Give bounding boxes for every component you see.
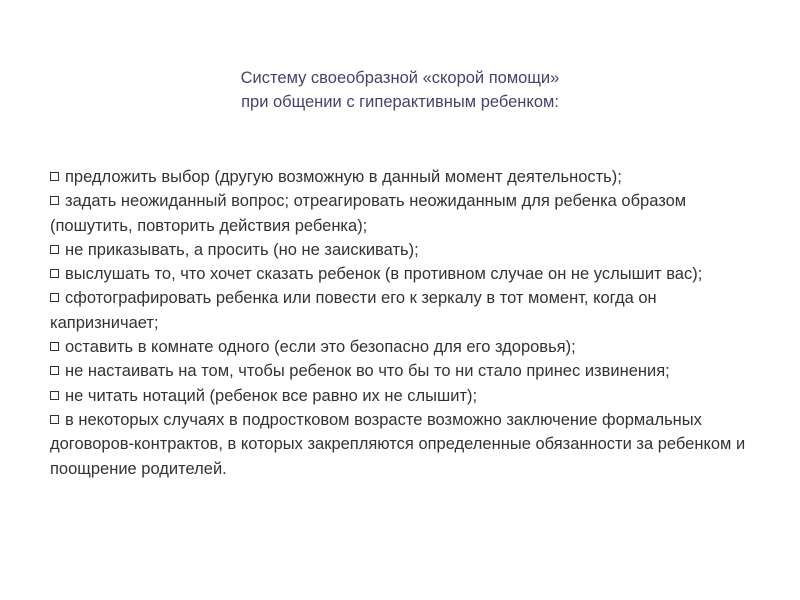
list-item: [50, 335, 765, 359]
list-item: [50, 165, 765, 189]
title-line-2: при общении с гиперактивным ребенком:: [241, 93, 559, 111]
square-bullet-icon: [50, 196, 59, 205]
list-item: [50, 189, 765, 238]
list-item: [50, 238, 765, 262]
list-item-text: в некоторых случаях в подростковом возрасте возможно заключение формальных договоров-контрактов, в которых закрепляются определенные обязанности за ребенком и поощрение родителей.: [50, 410, 746, 478]
list-item: [50, 359, 765, 383]
square-bullet-icon: [50, 269, 59, 278]
list-item: [50, 262, 765, 286]
square-bullet-icon: [50, 415, 59, 424]
list-item-text: выслушать то, что хочет сказать ребенок (в противном случае он не услышит вас);: [65, 265, 703, 284]
square-bullet-icon: [50, 342, 59, 351]
list-item-text: предложить выбор (другую возможную в данный момент деятельность);: [65, 168, 622, 186]
title-line-1: Систему своеобразной «скорой помощи»: [240, 69, 560, 87]
list-item-text: сфотографировать ребенка или повести его к зеркалу в тот момент, когда он капризничает;: [50, 289, 657, 332]
list-item: [50, 408, 765, 481]
list-item-text: оставить в комнате одного (если это безопасно для его здоровья);: [65, 338, 576, 357]
list-item-text: не приказывать, а просить (но не заискивать);: [65, 240, 419, 259]
slide-title: [0, 66, 800, 114]
square-bullet-icon: [50, 391, 59, 400]
square-bullet-icon: [50, 293, 59, 302]
square-bullet-icon: [50, 366, 59, 375]
list-item: [50, 286, 765, 335]
list-item-text: задать неожиданный вопрос; отреагировать неожиданным для ребенка образом (пошутить, повторить действия ребенка);: [50, 192, 687, 235]
list-item-text: не настаивать на том, чтобы ребенок во что бы то ни стало принес извинения;: [65, 362, 670, 381]
list-item-text: не читать нотаций (ребенок все равно их не слышит);: [65, 386, 478, 405]
square-bullet-icon: [50, 245, 59, 254]
recommendation-list: [50, 165, 765, 481]
list-item: [50, 384, 765, 408]
square-bullet-icon: [50, 172, 59, 181]
